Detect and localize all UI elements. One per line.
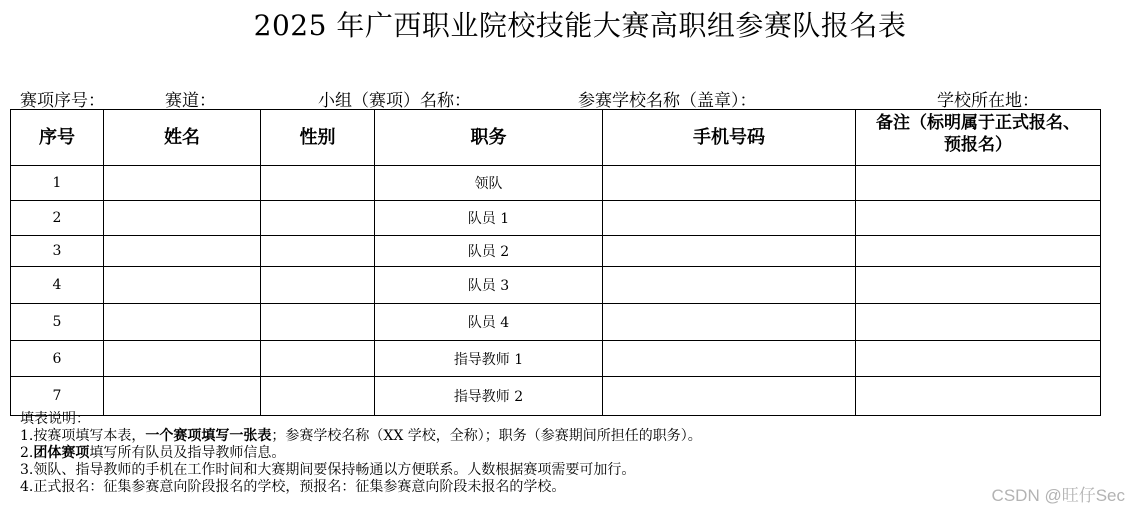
cell-gender[interactable]	[261, 341, 375, 377]
cell-no: 3	[11, 236, 104, 267]
header-role: 职务	[375, 110, 603, 166]
cell-role: 指导教师 2	[375, 377, 603, 416]
cell-note[interactable]	[856, 377, 1101, 416]
cell-note[interactable]	[856, 341, 1101, 377]
instruction-1-emphasis: 一个赛项填写一张表	[145, 428, 272, 444]
cell-note[interactable]	[856, 267, 1101, 304]
cell-name[interactable]	[104, 267, 261, 304]
instruction-line-2	[20, 445, 702, 462]
header-note-line1: 备注（标明属于正式报名、	[876, 113, 1080, 133]
instruction-line-3: 3.领队、指导教师的手机在工作时间和大赛期间要保持畅通以方便联系。人数根据赛项需要可加行。	[20, 462, 636, 478]
cell-note[interactable]	[856, 201, 1101, 236]
table-row	[11, 201, 1101, 236]
cell-gender[interactable]	[261, 201, 375, 236]
instruction-2-suffix: 填写所有队员及指导教师信息。	[89, 445, 286, 461]
table-row	[11, 166, 1101, 201]
table-row	[11, 377, 1101, 416]
cell-role: 指导教师 1	[375, 341, 603, 377]
track-label: 赛道：	[165, 91, 216, 111]
header-note	[856, 110, 1101, 166]
header-no: 序号	[11, 110, 104, 166]
cell-phone[interactable]	[603, 341, 856, 377]
table-row	[11, 267, 1101, 304]
school-location-label: 学校所在地：	[937, 91, 1039, 111]
table-row	[11, 236, 1101, 267]
registration-table	[10, 109, 1101, 416]
cell-gender[interactable]	[261, 236, 375, 267]
form-title: 2025 年广西职业院校技能大赛高职组参赛队报名表	[253, 9, 907, 42]
cell-name[interactable]	[104, 201, 261, 236]
cell-gender[interactable]	[261, 377, 375, 416]
instruction-2-prefix: 2.	[20, 445, 34, 461]
table-row	[11, 341, 1101, 377]
cell-role: 队员 1	[375, 201, 603, 236]
table-row	[11, 304, 1101, 341]
cell-no: 7	[11, 377, 104, 416]
cell-no: 5	[11, 304, 104, 341]
cell-name[interactable]	[104, 304, 261, 341]
cell-gender[interactable]	[261, 267, 375, 304]
instruction-2-emphasis: 团体赛项	[33, 445, 90, 461]
cell-gender[interactable]	[261, 304, 375, 341]
cell-phone[interactable]	[603, 236, 856, 267]
form-instructions	[20, 411, 702, 496]
header-phone: 手机号码	[603, 110, 856, 166]
header-gender: 性别	[261, 110, 375, 166]
item-number-label: 赛项序号：	[20, 91, 105, 111]
cell-note[interactable]	[856, 166, 1101, 201]
cell-phone[interactable]	[603, 304, 856, 341]
cell-phone[interactable]	[603, 267, 856, 304]
cell-name[interactable]	[104, 166, 261, 201]
instruction-1-prefix: 1.按赛项填写本表，	[20, 428, 146, 444]
cell-phone[interactable]	[603, 377, 856, 416]
table-header-row	[11, 110, 1101, 166]
cell-name[interactable]	[104, 236, 261, 267]
watermark-text: CSDN @旺仔Sec	[991, 486, 1125, 505]
instructions-heading: 填表说明：	[20, 411, 90, 427]
cell-phone[interactable]	[603, 201, 856, 236]
school-name-label: 参赛学校名称（盖章）：	[578, 91, 757, 111]
instruction-1-suffix: ；参赛学校名称（XX 学校，全称）；职务（参赛期间所担任的职务）。	[271, 428, 702, 444]
cell-role: 队员 2	[375, 236, 603, 267]
cell-name[interactable]	[104, 341, 261, 377]
cell-role: 队员 3	[375, 267, 603, 304]
cell-role: 领队	[375, 166, 603, 201]
cell-phone[interactable]	[603, 166, 856, 201]
instruction-line-1	[20, 428, 702, 445]
header-name: 姓名	[104, 110, 261, 166]
cell-note[interactable]	[856, 236, 1101, 267]
cell-no: 2	[11, 201, 104, 236]
cell-no: 4	[11, 267, 104, 304]
cell-role: 队员 4	[375, 304, 603, 341]
cell-no: 1	[11, 166, 104, 201]
cell-no: 6	[11, 341, 104, 377]
header-note-line2: 预报名）	[944, 135, 1012, 155]
cell-gender[interactable]	[261, 166, 375, 201]
instruction-line-4: 4.正式报名：征集参赛意向阶段报名的学校，预报名：征集参赛意向阶段未报名的学校。	[20, 479, 566, 495]
cell-name[interactable]	[104, 377, 261, 416]
group-name-label: 小组（赛项）名称：	[318, 91, 471, 111]
cell-note[interactable]	[856, 304, 1101, 341]
